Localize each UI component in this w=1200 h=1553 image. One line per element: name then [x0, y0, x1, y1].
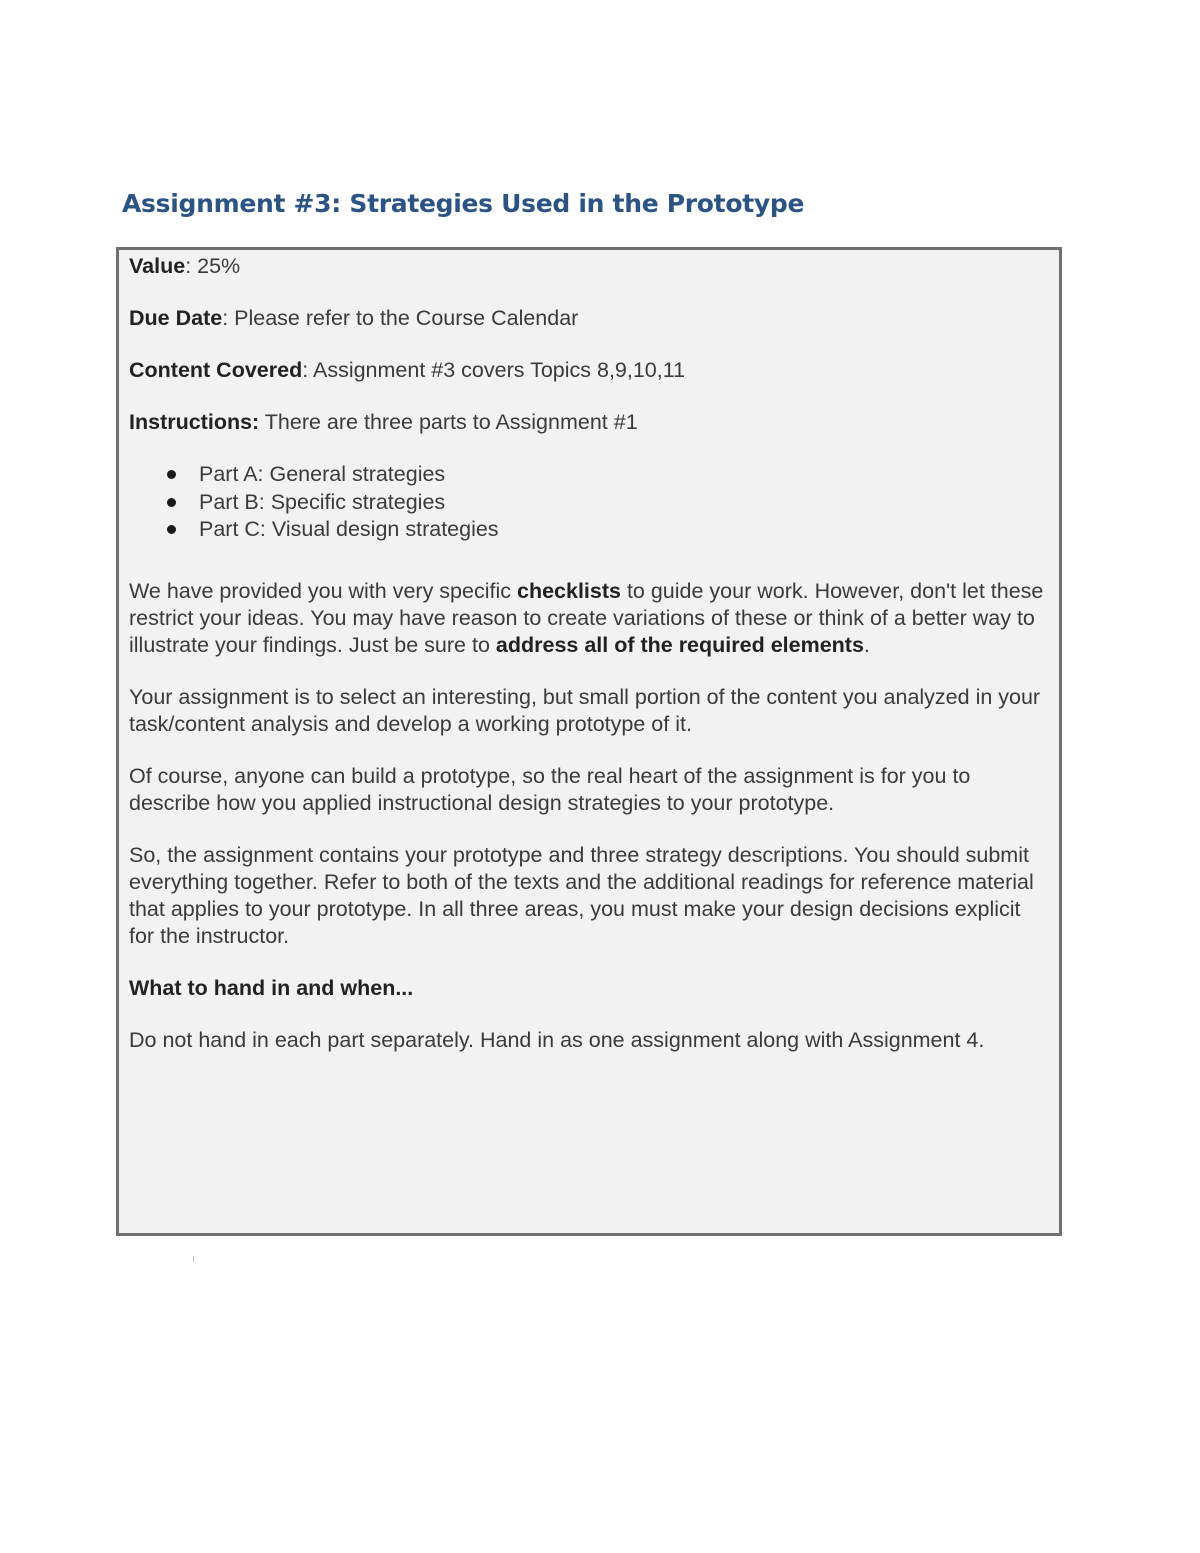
hand-in-paragraph: Do not hand in each part separately. Hand in as one assignment along with Assignment 4. [129, 1027, 985, 1052]
content-covered-label: Content Covered [129, 358, 303, 382]
part-c-text: Part C: Visual design strategies [199, 517, 499, 541]
page-title: Assignment #3: Strategies Used in the Prototype [122, 189, 805, 218]
bullet-icon [167, 498, 176, 507]
due-date-text: : Please refer to the Course Calendar [222, 306, 579, 330]
list-item [129, 461, 1051, 489]
part-a-text: Part A: General strategies [199, 462, 446, 486]
submit-paragraph: So, the assignment contains your prototype and three strategy descriptions. You should submit everything together. Refer to both of the texts and the additional readings for reference material that applies to your prototype. In all three areas, you must make your design decisions explicit for the instructor. [129, 842, 1034, 948]
bullet-icon [167, 525, 176, 534]
parts-list [129, 461, 1051, 544]
assignment-details-box [116, 247, 1062, 1236]
hand-in-heading [129, 975, 1051, 1002]
instructions-line [129, 409, 1051, 436]
heart-paragraph: Of course, anyone can build a prototype, so the real heart of the assignment is for you to describe how you applied instructional design strategies to your prototype. [129, 763, 971, 815]
bullet-icon [167, 470, 176, 479]
checklists-emphasis: checklists [516, 578, 621, 603]
content-covered-line [129, 357, 1051, 384]
value-line [129, 253, 1051, 280]
instructions-label: Instructions: [129, 410, 260, 434]
assignment-content [129, 253, 1051, 1079]
due-date-line [129, 305, 1051, 332]
part-b-text: Part B: Specific strategies [199, 489, 446, 514]
stray-mark [193, 1256, 194, 1262]
assignment-paragraph: Your assignment is to select an interesting, but small portion of the content you analyzed in your task/content analysis and develop a working prototype of it. [129, 684, 1041, 736]
hand-in-heading-text: What to hand in and when... [129, 975, 414, 1000]
list-item [129, 516, 1051, 544]
checklists-text-1: We have provided you with very specific [129, 578, 517, 603]
list-item [129, 489, 1051, 517]
value-text: : 25% [185, 254, 241, 278]
content-covered-text: : Assignment #3 covers Topics 8,9,10,11 [302, 358, 686, 382]
instructions-text: There are three parts to Assignment #1 [259, 410, 638, 434]
value-label: Value [129, 254, 186, 278]
checklists-paragraph [129, 578, 1051, 659]
due-date-label: Due Date [129, 306, 223, 330]
checklists-text-3: . [863, 632, 870, 657]
required-elements-emphasis: address all of the required elements [495, 632, 864, 657]
checklists-text-2: to guide your work. However, don't let these restrict your ideas. You may have reason to create variations of these or think of a better way to illustrate your findings. Just be sure to [129, 578, 1044, 657]
